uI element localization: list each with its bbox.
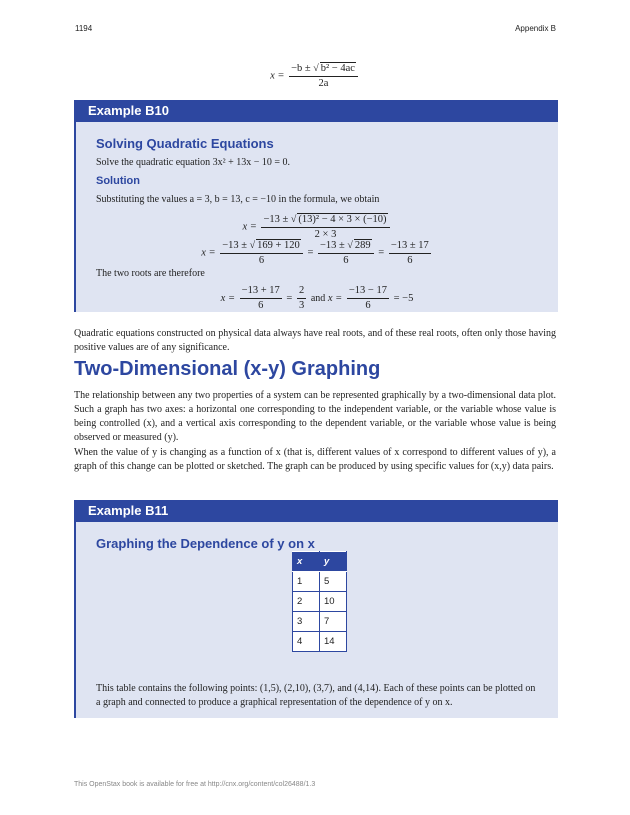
- quadratic-formula: x = $\frac{\text{−b ± √ b² − 4ac}}{2a}$: [0, 62, 630, 90]
- example-b10: [74, 100, 558, 312]
- page-footer: This OpenStax book is available for free at http://cnx.org/content/col26488/1.3: [74, 781, 316, 788]
- table-header-row: [293, 552, 347, 572]
- table-row: 2 10: [293, 592, 347, 612]
- paragraph-function-of-x: When the value of y is changing as a function of x (that is, different values of x correspond to different values of y), a graph of this change can be plotted or sketched. The graph can be produced by using specific values for (x,y) data pairs.: [74, 447, 556, 472]
- table-row: 1 5: [293, 572, 347, 592]
- example-b11: [74, 500, 558, 718]
- chapter-label: Appendix B: [515, 24, 556, 33]
- table-caption: This table contains the following points: (1,5), (2,10), (3,7), and (4,14). Each of these points can be plotted on a graph and connected to produce a graphical representation of the dependence of y on x.: [96, 683, 536, 708]
- equation-step-1: x = $\frac{\text{−13 ± √ (13)² − 4 × 3 × (−10)}}{2 \times 3}$: [76, 213, 558, 241]
- solution-intro: Substituting the values a = 3, b = 13, c = −10 in the formula, we obtain: [96, 194, 380, 205]
- example-label: Example B11: [76, 500, 558, 522]
- xy-data-table: [292, 551, 347, 652]
- column-header-x: x: [293, 552, 320, 572]
- solution-heading: Solution: [96, 175, 140, 187]
- problem-statement: Solve the quadratic equation 3x² + 13x − 10 = 0.: [96, 157, 291, 168]
- section-heading: Two-Dimensional (x-y) Graphing: [74, 358, 381, 380]
- paragraph-real-roots: Quadratic equations constructed on physical data always have real roots, and of these real roots, often only those having positive values are of any significance.: [74, 328, 556, 353]
- table-row: 3 7: [293, 612, 347, 632]
- example-label: Example B10: [76, 100, 558, 122]
- roots-intro: The two roots are therefore: [96, 268, 205, 279]
- page-number: 1194: [75, 24, 93, 33]
- roots-equation: x = $\frac{-13 + 17}{6}$ = $\frac{2}{3}$ and x = $\frac{-13 - 17}{6}$ = −5: [220, 285, 414, 311]
- column-header-y: y: [320, 552, 347, 572]
- table-row: 4 14: [293, 632, 347, 652]
- equation-step-2: x = $\frac{-13 \pm √ 169 + 120}{6}$ = $\frac{-13 \pm √ 289}{6}$ = $\frac{-13 \pm 17}{6}$: [201, 239, 429, 266]
- paragraph-graphing-intro: The relationship between any two properties of a system can be represented graphically by a two-dimensional data plot. Such a graph has two axes: a horizontal one corresponding to the independent variable, or the variable whose value is being controlled (x), and a vertical axis corresponding to the dependent variable, or the variable whose value is being observed or measured (y).: [74, 390, 556, 443]
- example-title: Graphing the Dependence of y on x: [96, 536, 315, 551]
- example-title: Solving Quadratic Equations: [96, 136, 274, 151]
